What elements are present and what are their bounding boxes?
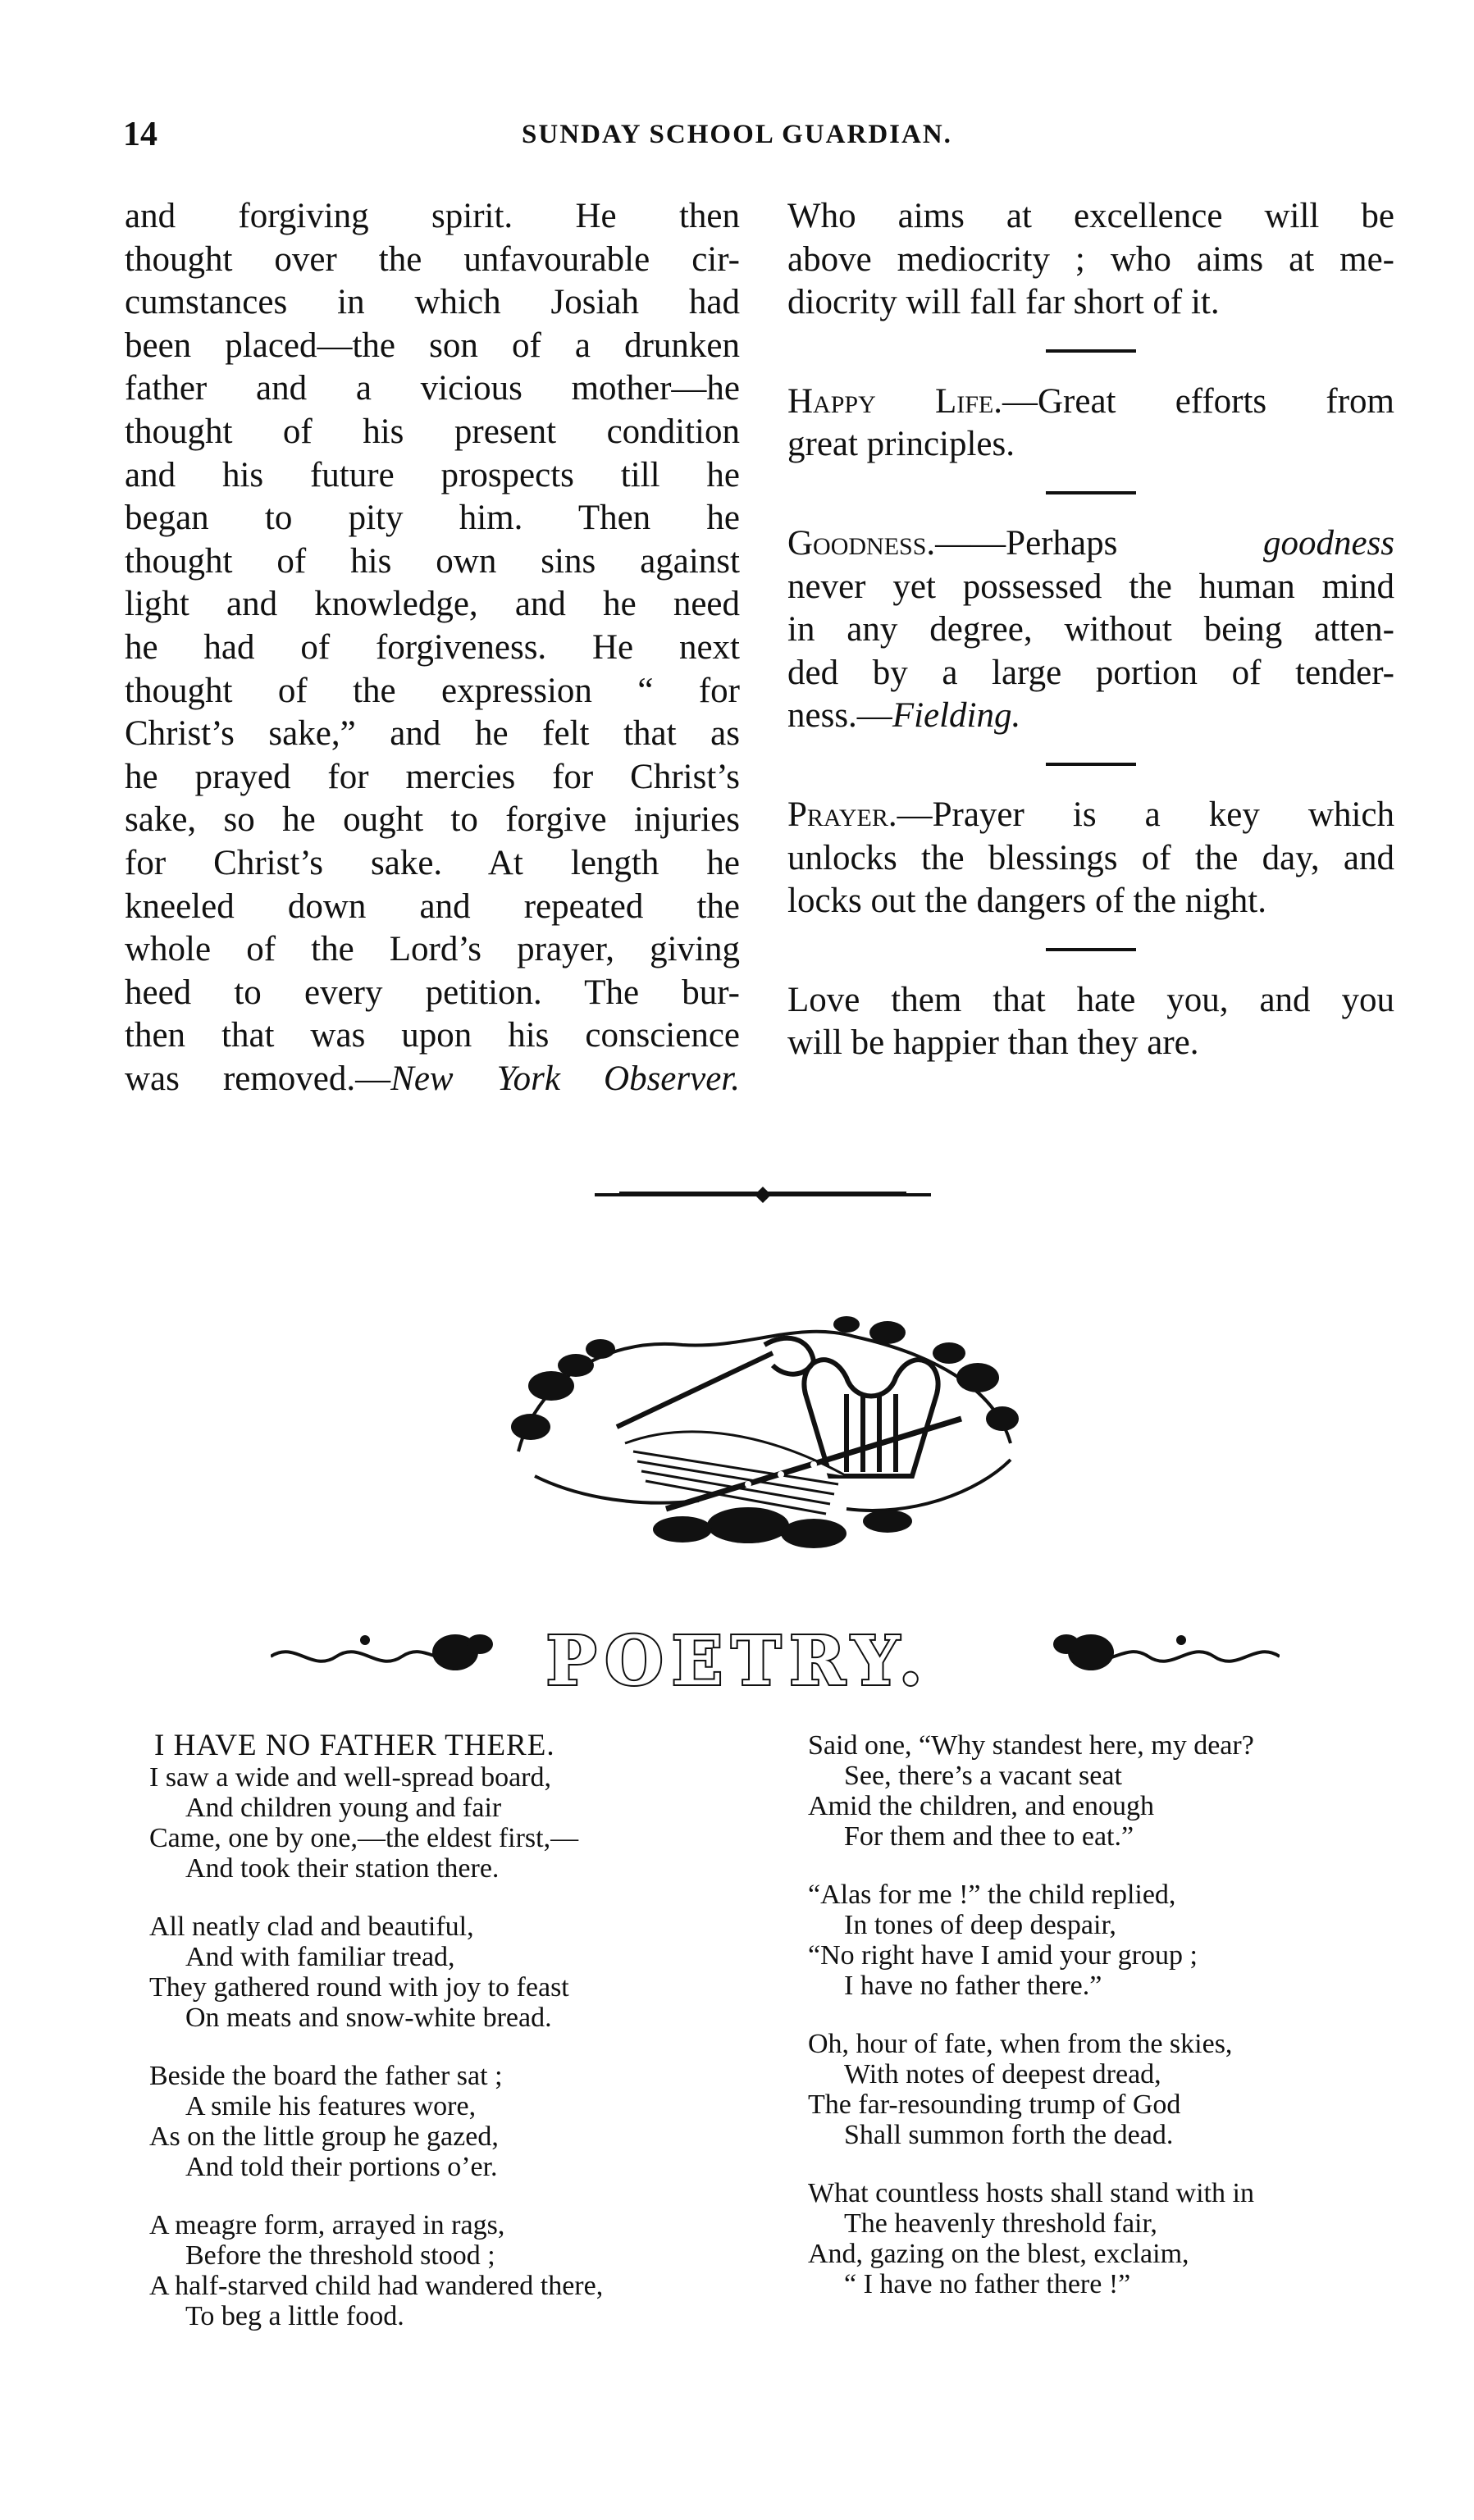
right-column <box>787 195 1394 1065</box>
text-line: sake, so he ought to forgive injuries <box>125 800 740 840</box>
text-line: great principles. <box>787 425 1015 464</box>
text-line <box>787 695 1394 738</box>
poem-verse-line: With notes of deepest dread, <box>844 2059 1161 2089</box>
maxim-happy-life <box>787 381 1394 467</box>
source-attribution: New York Observer. <box>390 1059 741 1098</box>
text-line: then that was upon his conscience <box>125 1016 740 1055</box>
running-head: SUNDAY SCHOOL GUARDIAN. <box>522 120 952 149</box>
text-line: thought of his present condition <box>125 412 740 451</box>
text-line: and his future prospects till he <box>125 455 740 494</box>
poem-verse-line: A half-starved child had wandered there, <box>149 2271 604 2301</box>
poem-stanza <box>149 1762 773 1884</box>
poem-verse-line: And told their portions o’er. <box>185 2152 498 2182</box>
poem-verse-line: I have no father there.” <box>844 1971 1102 2001</box>
text-line: for Christ’s sake. At length he <box>125 843 740 882</box>
text-line: and forgiving spirit. He then <box>125 197 740 235</box>
poem-verse-line: Beside the board the father sat ; <box>149 2061 503 2091</box>
maxim-heading: Happy Life. <box>787 381 1002 421</box>
poem-verse-line: Shall summon forth the dead. <box>844 2120 1174 2150</box>
text-line: diocrity will fall far short of it. <box>787 283 1220 322</box>
poem-verse-line: The far-resounding trump of God <box>808 2089 1181 2120</box>
poem-stanza <box>808 2178 1415 2299</box>
poem-verse-line: In tones of deep despair, <box>844 1910 1116 1940</box>
poem-stanza <box>808 2029 1415 2150</box>
text-fragment: ——Perhaps <box>935 523 1263 563</box>
text-line: locks out the dangers of the night. <box>787 882 1266 921</box>
poem-verse-line: A smile his features wore, <box>185 2091 477 2121</box>
text-fragment: was removed.— <box>125 1059 391 1098</box>
poetry-heading: POETRY. <box>545 1622 931 1701</box>
poem-verse-line: A meagre form, arrayed in rags, <box>149 2210 505 2240</box>
text-line: thought of his own sins against <box>125 541 740 581</box>
poem-stanza <box>808 1880 1415 2001</box>
poem-stanza <box>149 2210 773 2331</box>
text-fragment: —Prayer is a key which <box>897 795 1394 834</box>
poem-verse-line: And with familiar tread, <box>185 1942 455 1972</box>
poem-verse-line: “Alas for me !” the child replied, <box>808 1880 1176 1910</box>
poem-verse-line: “No right have I amid your group ; <box>808 1940 1198 1971</box>
left-column <box>125 195 740 1101</box>
text-line: Love them that hate you, and you <box>787 980 1394 1019</box>
text-line: will be happier than they are. <box>787 1023 1199 1063</box>
text-fragment: —Great efforts from <box>1002 381 1394 421</box>
text-line: ded by a large portion of tender- <box>787 653 1394 692</box>
poem-stanza <box>149 2061 773 2182</box>
poem-verse-line: What countless hosts shall stand with in <box>808 2178 1254 2208</box>
text-line: above mediocrity ; who aims at me- <box>787 239 1394 279</box>
page-number: 14 <box>123 116 157 153</box>
poem-right-column <box>808 1730 1415 2327</box>
text-line: Who aims at excellence will be <box>787 197 1394 235</box>
text-line: he had of forgiveness. He next <box>125 627 740 667</box>
musical-instruments-vignette <box>502 1287 1027 1566</box>
section-divider <box>1046 491 1136 494</box>
section-divider <box>1046 948 1136 951</box>
poem-verse-line: Oh, hour of fate, when from the skies, <box>808 2029 1233 2059</box>
text-line: father and a vicious mother—he <box>125 369 740 408</box>
text-line: kneeled down and repeated the <box>125 886 740 926</box>
poem-verse-line: And took their station there. <box>185 1853 500 1884</box>
text-line: in any degree, without being atten- <box>787 610 1394 649</box>
poem-stanza <box>808 1730 1415 1852</box>
poem-verse-line: As on the little group he gazed, <box>149 2121 499 2152</box>
poem-verse-line: I saw a wide and well-spread board, <box>149 1762 551 1793</box>
poem-verse-line: Came, one by one,—the eldest first,— <box>149 1823 579 1853</box>
poem-verse-line: The heavenly threshold fair, <box>844 2208 1157 2239</box>
text-line <box>787 794 1394 837</box>
text-line: light and knowledge, and he need <box>125 585 740 624</box>
poem-verse-line: Amid the children, and enough <box>808 1791 1155 1821</box>
text-fragment: ness.— <box>787 696 892 736</box>
text-line: never yet possessed the human mind <box>787 567 1394 606</box>
article-source-line <box>125 1058 740 1101</box>
poem-verse-line: All neatly clad and beautiful, <box>149 1912 474 1942</box>
maxim-goodness <box>787 522 1394 738</box>
text-line: thought of the expression “ for <box>125 671 740 710</box>
text-line: unlocks the blessings of the day, and <box>787 838 1394 877</box>
poem-verse-line: On meats and snow-white bread. <box>185 2003 552 2033</box>
poem-verse-line: Said one, “Why standest here, my dear? <box>808 1730 1254 1761</box>
poem-title: I HAVE NO FATHER THERE. <box>154 1729 555 1762</box>
text-fragment-italic: goodness <box>1262 523 1394 563</box>
text-line: began to pity him. Then he <box>125 499 740 538</box>
text-line: whole of the Lord’s prayer, giving <box>125 930 740 969</box>
poem-left-column <box>149 1730 773 2359</box>
maxim-prayer <box>787 794 1394 923</box>
maxim-excellence <box>787 195 1394 325</box>
poem-verse-line: Before the threshold stood ; <box>185 2240 495 2271</box>
section-divider <box>1046 763 1136 766</box>
text-line: cumstances in which Josiah had <box>125 283 740 322</box>
maxim-love <box>787 979 1394 1065</box>
poem-verse-line: For them and thee to eat.” <box>844 1821 1134 1852</box>
source-attribution: Fielding. <box>892 696 1021 736</box>
poem-verse-line: See, there’s a vacant seat <box>844 1761 1122 1791</box>
poem-verse-line: And children young and fair <box>185 1793 502 1823</box>
maxim-heading: Prayer. <box>787 795 897 834</box>
poem-verse-line: To beg a little food. <box>185 2301 404 2331</box>
poem-verse-line: They gathered round with joy to feast <box>149 1972 569 2003</box>
ornamental-rule <box>595 1183 931 1207</box>
poem-verse-line: And, gazing on the blest, exclaim, <box>808 2239 1189 2269</box>
poem-verse-line: “ I have no father there !” <box>844 2269 1131 2299</box>
text-line: been placed—the son of a drunken <box>125 326 740 365</box>
text-line <box>787 522 1394 566</box>
poem-stanzas-right <box>808 1730 1415 2299</box>
maxim-heading: Goodness. <box>787 523 936 563</box>
text-line: heed to every petition. The bur- <box>125 973 740 1012</box>
text-line <box>787 381 1394 424</box>
poem-stanzas-left <box>149 1762 773 2331</box>
text-line: thought over the unfavourable cir- <box>125 239 740 279</box>
section-divider <box>1046 349 1136 353</box>
poem-stanza <box>149 1912 773 2033</box>
text-line: Christ’s sake,” and he felt that as <box>125 714 740 754</box>
text-line: he prayed for mercies for Christ’s <box>125 757 740 796</box>
